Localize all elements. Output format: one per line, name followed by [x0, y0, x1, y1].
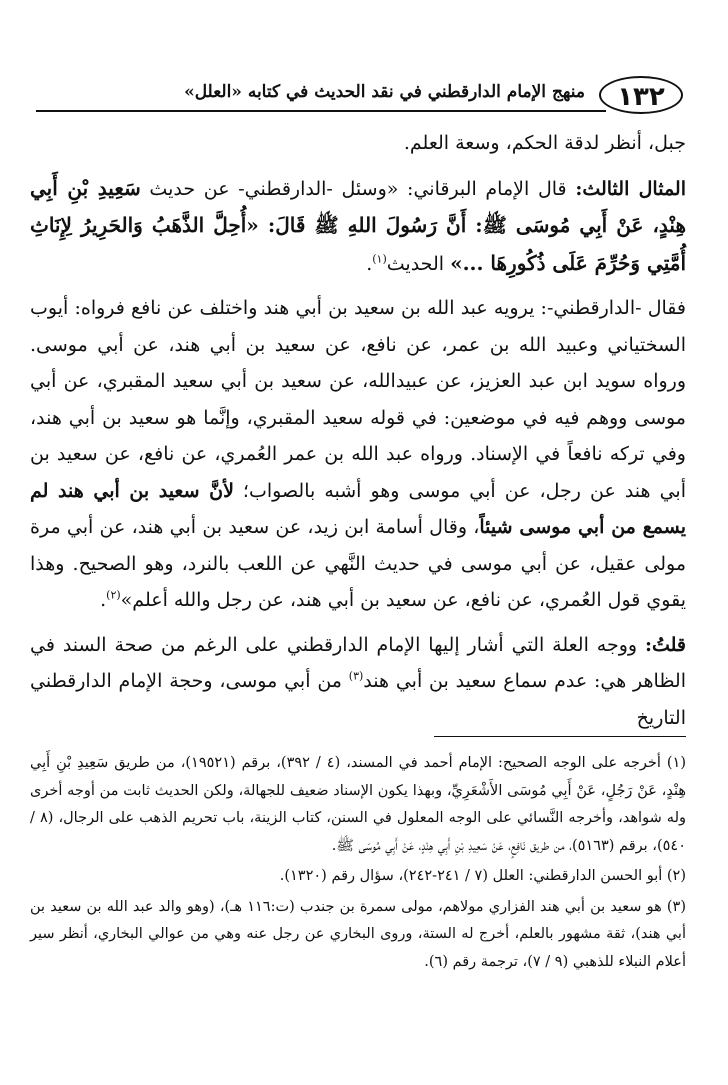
footnote-2: (٢) أبو الحسن الدارقطني: العلل (٧ / ٢٤١-٢٤٢)، سؤال رقم (١٣٢٠). [279, 868, 686, 884]
footnote-ref-2: (٢) [106, 588, 121, 602]
comment-text-b: من أبي موسى، وحجة الإمام الدارقطني التاريخ [30, 670, 686, 729]
example-end: . [366, 252, 373, 275]
daraqutni-text-a: فقال -الدارقطني-: يرويه عبد الله بن سعيد بن أبي هند واختلف عن نافع فرواه: أيوب السختياني وعبيد الله بن عمر، عن نافع، عن سعيد بن أبي هند، عن أبي موسى. ورواه سويد ابن عبد العزيز، عن عبيدالله، عن سعيد بن أبي سعيد المقبري، عن أبي موسى ووهم فيه في موضعين: في قوله سعيد المقبري، وإنَّما هو سعيد بن أبي هند، وفي تركه نافعاً في الإسناد. ورواه عبد الله بن عمر العُمري، عن نافع، عن سعيد بن أبي هند عن رجل، عن أبي موسى وهو أشبه بالصواب؛ [30, 297, 686, 502]
example-heading: المثال الثالث: [575, 177, 687, 200]
daraqutni-end: . [100, 589, 107, 611]
page-header [28, 62, 683, 116]
footnote-3: (٣) هو سعيد بن أبي هند الفزاري مولاهم، مولى سمرة بن جندب (ت:١١٦ هـ)، (وهو والد عبد الله بن سعيد بن أبي هند)، ثقة مشهور بالعلم، أخرج له الستة، وروى البخاري عن رجل عنه وهي من عوالي البخاري، أنظر سير أعلام النبلاء للذهبي (٩ / ٧)، ترجمة رقم (٦). [30, 898, 687, 970]
example-intro: قال الإمام البرقاني: «وسئل -الدارقطني- عن حديث [140, 177, 576, 200]
paragraph-example [30, 170, 686, 283]
example-tail: الحديث [386, 252, 451, 275]
daraqutni-bold-phrase: لأنَّ سعيد بن أبي هند لم يسمع من أبي موسى شيئاً [30, 479, 687, 538]
footnote-ref-3: (٣) [348, 669, 364, 683]
footnote-rule [434, 736, 686, 737]
footnotes [30, 750, 686, 979]
main-text [30, 125, 686, 736]
header-rule [36, 110, 606, 112]
daraqutni-text-b: ، وقال أسامة ابن زيد، عن سعيد بن أبي هند، عن أبي مرة مولى عقيل، عن أبي موسى في حديث النَّهي عن اللعب بالنرد، وهو الصحيح. وهذا يقوي قول العُمري، عن نافع، عن سعيد بن أبي هند، عن رجل والله أعلم» [30, 516, 686, 611]
paragraph-comment [30, 627, 686, 737]
paragraph-daraqutni [30, 290, 686, 619]
comment-text-a: ووجه العلة التي أشار إليها الإمام الدارقطني على الرغم من صحة السند في الظاهر هي: عدم سماع سعيد بن أبي هند [30, 633, 686, 692]
paragraph-intro: جبل، أنظر لدقة الحكم، وسعة العلم. [403, 132, 686, 154]
hadith-text: سَعِيدِ بْنِ أَبِي هِنْدٍ، عَنْ أَبِي مُوسَى ﷺ: أَنَّ رَسُولَ اللهِ ﷺ قَالَ: «أُحِلَّ الذَّهَبُ وَالحَرِيرُ لِإِنَاثِ أُمَّتِي وَحُرِّمَ عَلَى ذُكُورِهَا ...» [30, 175, 686, 275]
comment-heading: قلتُ: [644, 633, 686, 656]
footnote-1: (١) أخرجه على الوجه الصحيح: الإمام أحمد في المسند، (٤ / ٣٩٢)، برقم (١٩٥٢١)، من طريق سَعِيدِ بْنِ أَبِي هِنْدٍ، عَنْ رَجُلٍ، عَنْ أَبِي مُوسَى الأَشْعَرِيِّ، وبهذا يكون الإسناد ضعيف للجهالة، ولكن الحديث ثابت من أوجه أخرى وله شواهد، وأخرجه النَّسائي على الوجه المعلول في السنن، كتاب الزينة، باب تحريم الذهب على الرجال، (٨ / ٥٤٠)، برقم (٥١٦٣)، من طريق نَافِعٍ، عَنْ سَعِيدِ بْنِ أَبِي هِنْدٍ، عَنْ أَبِي مُوسَى ﷺ. [30, 755, 686, 854]
running-title: منهج الإمام الدارقطني في نقد الحديث في كتابه «العلل» [184, 82, 585, 102]
footnote-ref-1: (١) [372, 252, 387, 266]
page-number: ١٣٢ [599, 76, 683, 114]
